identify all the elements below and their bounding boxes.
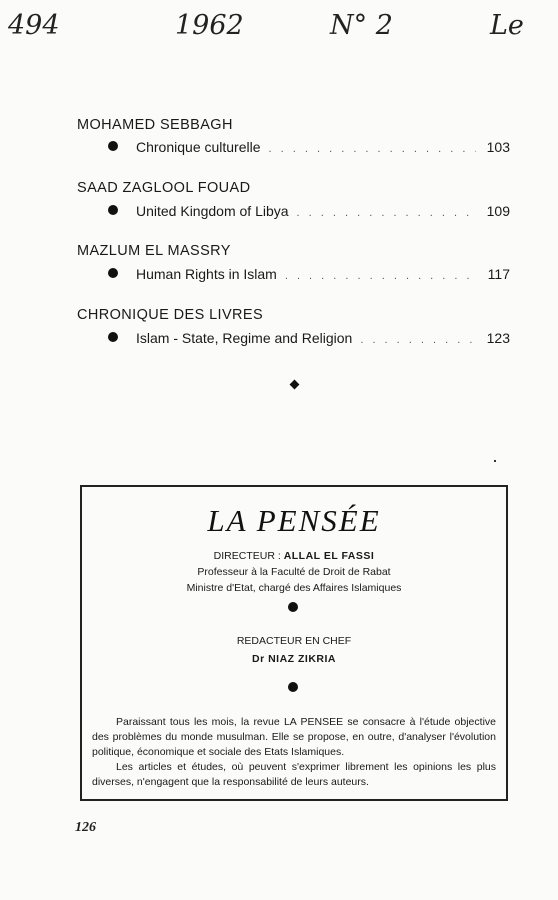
toc-entry-title: Chronique culturelle [136, 139, 261, 155]
director-label: DIRECTEUR : [213, 550, 284, 562]
toc-author: CHRONIQUE DES LIVRES [77, 307, 264, 323]
description [92, 715, 496, 790]
director-ministry: Ministre d'Etat, chargé des Affaires Islamiques [186, 582, 402, 594]
description-paragraph: Paraissant tous les mois, la revue LA PENSEE se consacre à l'étude objective des problèmes du monde musulman. Elle se propose, en outre, d'analyser l'évolution politique, économique et sociale des Etats Islamiques. [92, 716, 496, 758]
toc-entry-page: 103 [486, 139, 510, 155]
bullet-icon [108, 141, 118, 151]
toc-entry-page: 117 [487, 266, 510, 282]
bullet-ornament-icon [288, 682, 298, 692]
ink-speck [494, 460, 496, 462]
toc-entry[interactable] [108, 203, 510, 223]
toc-entry-page: 123 [486, 330, 510, 346]
dot-leader [297, 207, 476, 219]
dot-leader [360, 334, 476, 346]
masthead-box [80, 485, 508, 801]
editor-label: REDACTEUR EN CHEF [236, 635, 352, 647]
dot-leader [285, 270, 476, 282]
toc-entry-title: Islam - State, Regime and Religion [136, 330, 353, 346]
handwritten-issue: N° 2 [330, 10, 393, 41]
toc-author: MOHAMED SEBBAGH [77, 117, 233, 133]
bullet-icon [108, 205, 118, 215]
handwritten-year: 1962 [175, 10, 244, 41]
editor-name-line [82, 653, 506, 665]
bullet-icon [108, 268, 118, 278]
toc-entry[interactable] [108, 139, 510, 159]
handwritten-note: Le [490, 10, 524, 41]
toc-entry-page: 109 [486, 203, 510, 219]
journal-title: LA PENSÉE [207, 503, 381, 538]
page-number: 126 [75, 820, 96, 835]
dot-leader [269, 143, 476, 155]
disclaimer-paragraph: Les articles et études, où peuvent s'exprimer librement les opinions les plus diverses, n'engagent que la responsabilité de leurs auteurs. [92, 761, 496, 788]
director-name: ALLAL EL FASSI [283, 550, 375, 562]
bullet-ornament-icon [288, 602, 298, 612]
toc-entry-title: United Kingdom of Libya [136, 203, 289, 219]
toc-author: SAAD ZAGLOOL FOUAD [77, 180, 251, 196]
toc-entry[interactable] [108, 330, 510, 350]
toc-author: MAZLUM EL MASSRY [77, 243, 231, 259]
toc-entry-title: Human Rights in Islam [136, 266, 277, 282]
toc-entry[interactable] [108, 266, 510, 286]
diamond-ornament-icon [290, 380, 300, 390]
director-line [82, 550, 506, 562]
director-position: Professeur à la Faculté de Droit de Rabat [197, 566, 391, 578]
editor-name: Dr NIAZ ZIKRIA [252, 653, 336, 665]
bullet-icon [108, 332, 118, 342]
handwritten-number: 494 [8, 10, 60, 41]
